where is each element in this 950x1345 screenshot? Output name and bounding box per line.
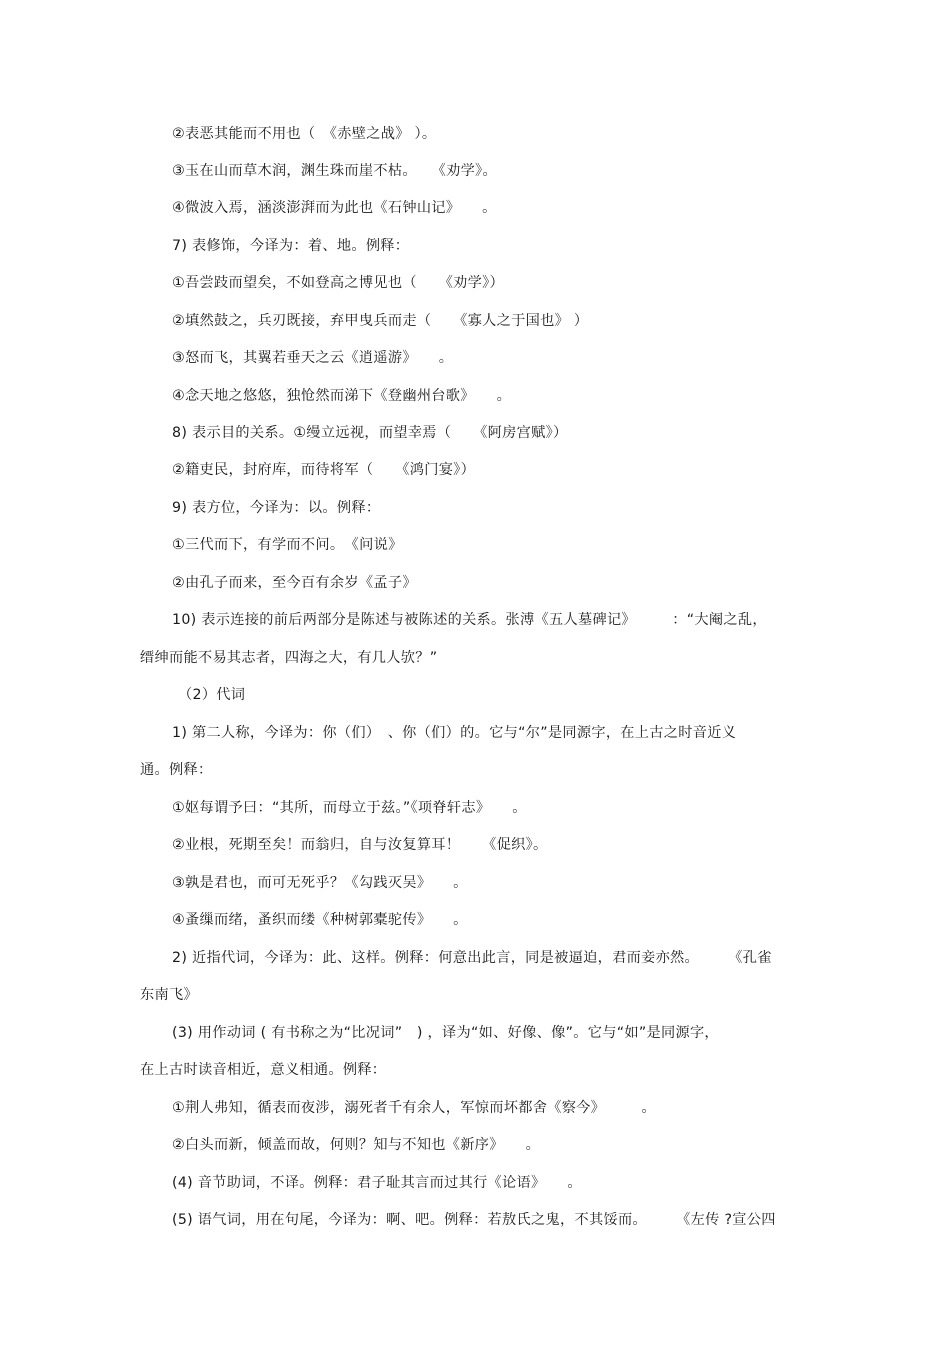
text-line: ③孰是君也，而可无死乎？《勾践灭吴》 。 — [172, 875, 468, 891]
text-line: 缙绅而能不易其志者，四海之大，有几人欤？” — [140, 650, 438, 666]
text-line: ②白头而新，倾盖而故，何则？知与不知也《新序》 。 — [172, 1137, 541, 1153]
text-line: 2) 近指代词，今译为：此、这样。例释：何意出此言，同是被逼迫，君而妾亦然。 《孔雀 — [172, 950, 772, 966]
text-line: (5) 语气词，用在句尾，今译为：啊、吧。例释：若敖氏之鬼，不其馁而。 《左传 ?宣公四 — [172, 1212, 776, 1228]
text-line: 7) 表修饰，今译为：着、地。例释： — [172, 238, 410, 254]
text-line: 通。例释： — [140, 762, 213, 778]
text-line: ④蚤缫而绪，蚤织而缕《种树郭橐驼传》 。 — [172, 912, 468, 928]
text-line: (4) 音节助词，不译。例释：君子耻其言而过其行《论语》 。 — [172, 1175, 582, 1191]
text-line: (3) 用作动词 ( 有书称之为“比况词” ) ，译为“如、好像、像”。它与“如”是同源字， — [172, 1025, 719, 1041]
text-line: ②由孔子而来，至今百有余岁《孟子》 — [172, 575, 417, 591]
text-line: ④念天地之悠悠，独怆然而涕下《登幽州台歌》 。 — [172, 388, 512, 404]
text-line: ②表恶其能而不用也（ 《赤壁之战》 ）。 — [172, 126, 437, 142]
text-line: ③玉在山而草木润，渊生珠而崖不枯。 《劝学》。 — [172, 163, 497, 179]
text-line: ③怒而飞，其翼若垂天之云《逍遥游》 。 — [172, 350, 454, 366]
text-line: ②填然鼓之，兵刃既接，弃甲曳兵而走（ 《寡人之于国也》 ） — [172, 313, 589, 329]
text-line: ②业根，死期至矣！而翁归，自与汝复算耳！ 《促织》。 — [172, 837, 548, 853]
text-line: 9) 表方位，今译为：以。例释： — [172, 500, 381, 516]
text-line: 1) 第二人称，今译为：你（们） 、你（们）的。它与“尔”是同源字，在上古之时音近义 — [172, 725, 737, 741]
text-line: 8) 表示目的关系。①缦立远视，而望幸焉（ 《阿房宫赋》） — [172, 425, 568, 441]
text-line: ②籍吏民，封府库，而待将军（ 《鸿门宴》） — [172, 462, 476, 478]
text-line: ④微波入焉，涵淡澎湃而为此也《石钟山记》 。 — [172, 200, 497, 216]
text-line: 东南飞》 — [140, 987, 198, 1003]
text-line: ①吾尝跂而望矣，不如登高之博见也（ 《劝学》） — [172, 275, 505, 291]
text-line: ①荆人弗知，循表而夜涉，溺死者千有余人，军惊而坏都舍《察今》 。 — [172, 1100, 657, 1116]
section-heading: （2）代词 — [178, 687, 246, 703]
text-line: ①三代而下，有学而不问。 《问说》 — [172, 537, 403, 553]
text-line: ①妪每谓予曰：“其所，而母立于兹。”《项脊轩志》 。 — [172, 800, 527, 816]
text-line: 在上古时读音相近，意义相通。例释： — [140, 1062, 387, 1078]
text-line: 10) 表示连接的前后两部分是陈述与被陈述的关系。张溥《五人墓碑记》 ：“大阉之乱， — [172, 612, 767, 628]
